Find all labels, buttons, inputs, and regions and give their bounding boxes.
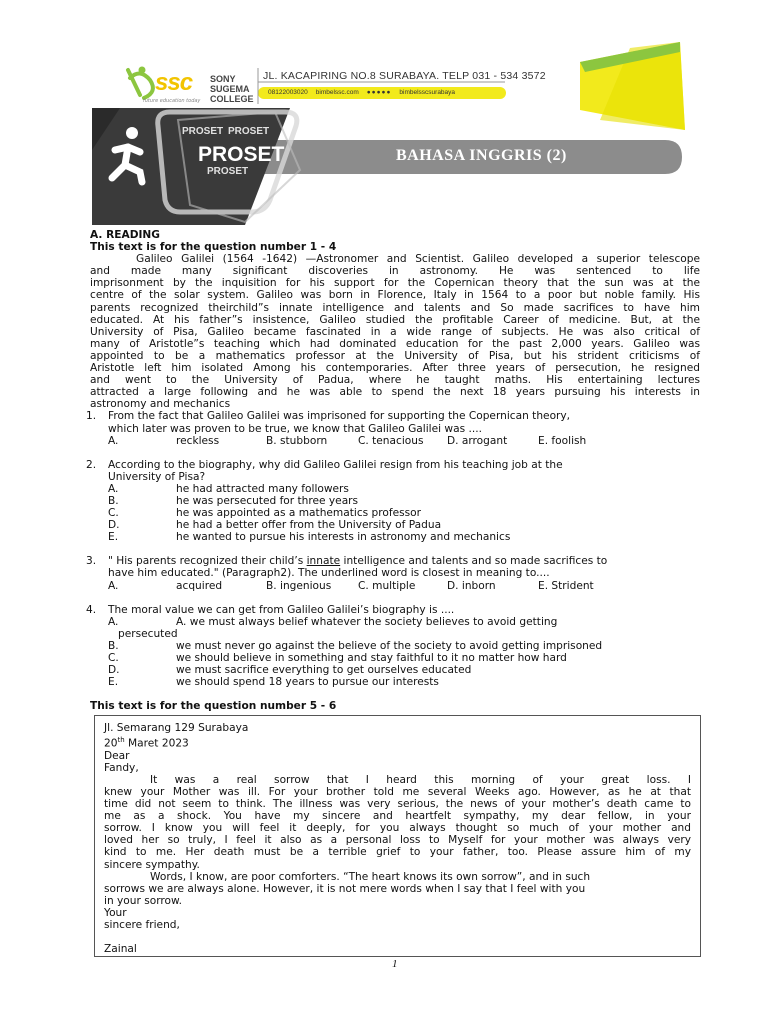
letter-line: It was a real sorrow that I heard this morning of your great loss. I	[150, 773, 691, 786]
option-text: we must sacrifice everything to get ourselves educated	[176, 664, 472, 677]
question-number: 3.	[86, 555, 97, 568]
option-text: he was persecuted for three years	[176, 494, 359, 507]
passage-line: Galileo Galilei (1564 -1642) —Astronomer and Scientist. Galileo developed a superior telescope	[136, 253, 700, 266]
letter-line: sorrow. I know you will feel it deeply, for you always thought so much of your mother and	[104, 822, 691, 835]
letter-salutation: Dear	[104, 749, 130, 762]
option-label[interactable]: A.	[108, 434, 119, 447]
letter-line: in your sorrow.	[104, 894, 183, 907]
letter-line: time did not seem to think. The illness was very serious, the news of your mother’s death came to	[104, 798, 691, 811]
option-e[interactable]	[86, 676, 700, 688]
option-text: he had a better offer from the University of Padua	[176, 519, 442, 532]
option-c[interactable]: C. multiple	[358, 579, 416, 592]
question-number: 1.	[86, 410, 97, 423]
letter-box	[94, 715, 701, 957]
option-text: we should believe in something and stay faithful to it no matter how hard	[176, 652, 567, 664]
brand-line-3: COLLEGE	[210, 94, 254, 104]
section-heading: A. READING	[90, 229, 160, 241]
question-2	[86, 459, 700, 483]
option-label: A.	[108, 615, 119, 628]
option-text: we must never go against the believe of the society to avoid getting imprisoned	[176, 639, 603, 652]
address-line: JL. KACAPIRING NO.8 SURABAYA. TELP 031 - 534 3572	[263, 70, 546, 82]
option-b[interactable]: B. ingenious	[266, 579, 332, 592]
page-number: 1	[392, 958, 398, 970]
social-icons: ●●●●●	[366, 89, 392, 96]
contact-info	[268, 89, 455, 96]
option-a[interactable]	[86, 483, 700, 495]
passage-line: and made many significant discoveries in astronomy. He was sentenced to life	[90, 265, 700, 278]
passage-line: imprisonment by the inquisition for his support for the Copernican theory that the sun was at the	[90, 277, 700, 290]
header-graphics	[0, 0, 768, 225]
question-3-options	[86, 580, 700, 592]
page-header	[0, 0, 768, 225]
option-a[interactable]: reckless	[176, 434, 220, 447]
letter-line: Words, I know, are poor comforters. “The heart knows its own sorrow”, and in such	[150, 870, 591, 883]
letter-line: me as a shock. You have my sincere and heartfelt sympathy, my dear fellow, in your	[104, 810, 691, 823]
option-c[interactable]	[86, 507, 700, 519]
question-text: The moral value we can get from Galileo Galilei’s biography is ....	[108, 603, 455, 616]
proset-small-2: PROSET	[228, 126, 270, 137]
letter-line: knew your Mother was ill. For your brother told me several Weeks ago. However, as he at that	[104, 786, 691, 798]
option-label[interactable]: A.	[108, 579, 119, 592]
passage-line: parents recognized theirchild”s innate intelligence and talents and So made sacrifices to have him	[90, 301, 700, 314]
option-text-continued: persecuted	[118, 627, 178, 640]
letter-intro: This text is for the question number 5 - 6	[90, 700, 337, 713]
option-text: he was appointed as a mathematics professor	[176, 507, 421, 520]
reading-passage	[90, 253, 700, 410]
letter-line: loved her so truly, I feel it also as a personal loss to Myself for your mother was always very	[104, 834, 691, 847]
option-e[interactable]: E. foolish	[538, 434, 587, 447]
subject-title: BAHASA INGGRIS (2)	[396, 147, 567, 164]
option-label: D.	[108, 664, 120, 677]
option-label: A.	[108, 482, 119, 495]
passage-line: astronomy and mechanics	[90, 398, 231, 411]
question-text: According to the biography, why did Galileo Galilei resign from his teaching job at the	[108, 458, 563, 471]
option-e[interactable]: E. Strident	[538, 579, 594, 592]
passage-intro: This text is for the question number 1 - 4	[90, 241, 337, 254]
passage-line: many of Aristotle”s teaching which had dominated education for the past 2,000 years. Galileo was	[90, 337, 700, 350]
letter-line: sincere sympathy.	[104, 858, 200, 871]
option-text: we should spend 18 years to pursue our interests	[176, 676, 439, 689]
option-label: D.	[108, 519, 120, 532]
question-3	[86, 555, 700, 579]
question-text-part: " His parents recognized their child’s	[108, 555, 307, 568]
passage-line: and went to the University of Padua, where he taught maths. His entertaining lectures	[90, 374, 700, 387]
option-d[interactable]: D. arrogant	[447, 434, 508, 447]
letter-closing: sincere friend,	[104, 919, 180, 932]
ssc-logo-text: ssc	[155, 69, 193, 96]
letter-line: kind to me. Her death must be a terrible grief to your father, too. Please assure him of my	[104, 846, 691, 859]
passage-line: centre of the solar system. Galileo was born in Florence, Italy in 1564 to a poor but noble family. His	[90, 289, 700, 302]
date-day: 20	[104, 737, 118, 750]
option-d[interactable]	[86, 664, 700, 676]
option-d[interactable]: D. inborn	[447, 579, 496, 592]
letter-address: Jl. Semarang 129 Surabaya	[104, 722, 249, 734]
option-label: E.	[108, 531, 119, 544]
option-e[interactable]	[86, 531, 700, 543]
question-text: have him educated." (Paragraph2). The underlined word is closest in meaning to....	[108, 567, 550, 580]
worksheet-content	[86, 229, 700, 713]
letter-recipient: Fandy,	[104, 761, 139, 774]
option-c[interactable]	[86, 652, 700, 664]
letter-closing: Your	[104, 906, 127, 919]
passage-line: Aristotle left him isolated Among his contemporaries. After three years of persecution, he resigned	[90, 362, 700, 375]
social-handle: bimbelsscsurabaya	[399, 89, 456, 96]
question-text	[108, 555, 700, 567]
question-text: From the fact that Galileo Galilei was imprisoned for supporting the Copernican theory,	[108, 410, 571, 423]
passage-line: appointed to be a mathematics professor at the University of Pisa, but his strident criticisms of	[90, 349, 700, 362]
letter-signature: Zainal	[104, 943, 137, 956]
letter-line: sorrows we are always alone. However, it is not mere words when I say that I feel with you	[104, 882, 586, 895]
brand-line-2: SUGEMA	[210, 84, 250, 94]
phone-number: 08122003020	[268, 89, 308, 96]
option-label: B.	[108, 639, 119, 652]
question-text: University of Pisa?	[108, 470, 206, 483]
letter-content	[95, 716, 700, 955]
ssc-logo-icon	[128, 70, 153, 98]
brand-line-1: SONY	[210, 74, 236, 84]
option-b[interactable]	[86, 495, 700, 507]
proset-small-3: PROSET	[207, 166, 249, 177]
question-number: 4.	[86, 603, 97, 616]
option-a[interactable]	[86, 616, 700, 628]
option-b[interactable]	[86, 640, 700, 652]
option-label: C.	[108, 507, 119, 520]
passage-line: educated. At his father”s insistence, Galileo studied the profitable Career of medicine. But, at the	[90, 313, 700, 326]
option-c[interactable]: C. tenacious	[358, 434, 424, 447]
brand-tagline: future education today	[143, 98, 201, 104]
question-4	[86, 604, 700, 616]
brand-name	[210, 74, 254, 104]
option-text: A. we must always belief whatever the society believes to avoid getting	[176, 615, 558, 628]
question-1-options	[86, 435, 700, 447]
option-d[interactable]	[86, 519, 700, 531]
date-rest: Maret 2023	[124, 737, 189, 750]
question-text-part: intelligence and talents and so made sacrifices to	[340, 555, 608, 568]
option-label: C.	[108, 652, 119, 664]
passage-line: attracted a large following and he was able to spend the next 18 years pursuing his interests in	[90, 386, 700, 399]
option-a[interactable]: acquired	[176, 579, 223, 592]
proset-logo: PROSET	[198, 143, 285, 166]
proset-small-1: PROSET	[182, 126, 224, 137]
question-1	[86, 410, 700, 434]
letter-date	[104, 734, 691, 750]
option-text: he had attracted many followers	[176, 482, 349, 495]
date-suffix: th	[117, 736, 125, 745]
passage-line: University of Pisa, Galileo became fascinated in a wide range of subjects. He was also critical of	[90, 325, 700, 338]
question-text: which later was proven to be true, we know that Galileo Galilei was ....	[108, 422, 482, 435]
option-label: B.	[108, 494, 119, 507]
question-number: 2.	[86, 458, 97, 471]
option-label: E.	[108, 676, 119, 689]
website-link[interactable]: bimbelssc.com	[315, 89, 359, 96]
option-text: he wanted to pursue his interests in astronomy and mechanics	[176, 531, 511, 544]
option-b[interactable]: B. stubborn	[266, 434, 328, 447]
underlined-word: innate	[306, 555, 341, 568]
